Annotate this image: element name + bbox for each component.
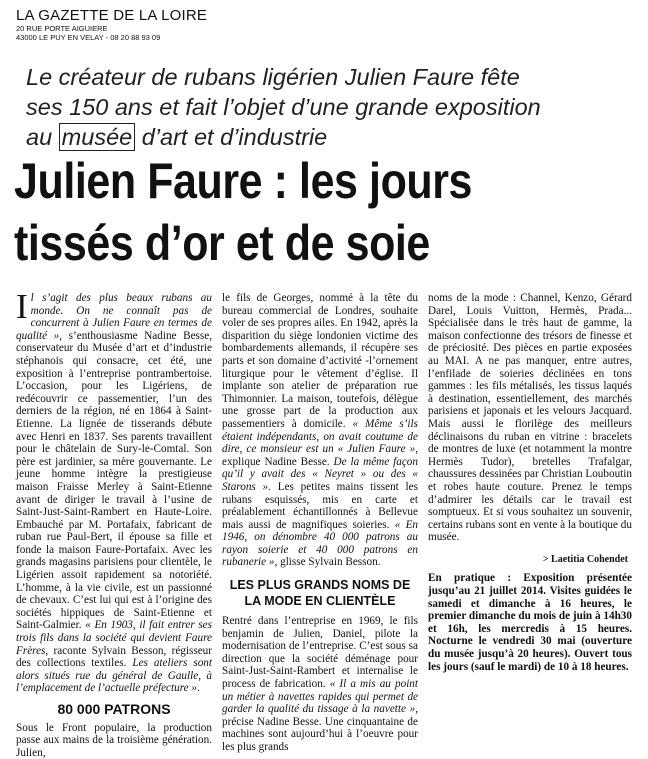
headline-line: Julien Faure : les jours: [14, 153, 473, 209]
publication-name: LA GAZETTE DE LA LOIRE: [16, 7, 208, 24]
quote: « En 1946, on dénombre 40 000 patrons au rayon soierie et 40 000 patrons en rubanerie »: [222, 518, 418, 569]
body-text: Les petites mains tissent les rubans esquissés, mis en carte et préalablement échantillonnés à Bellevue mais aussi de magnifiques soieries.: [222, 480, 418, 531]
body-text: Rentré dans l’entreprise en 1969, le fils benjamin de Julien, Daniel, pilote la modernisation de l’entreprise. C’est sous sa direction que la société déménage pour Saint-Just-Saint-Rambert et internalise le process de fabrication.: [222, 615, 418, 691]
paragraph: Sous le Front populaire, la production passe aux mains de la troisième génération. Julien,: [16, 721, 212, 759]
address-line: 20 RUE PORTE AIGUIERE: [16, 24, 108, 33]
quote: De la même façon qu’il y avait des « Neyret » ou des « Starons ».: [222, 455, 418, 493]
section-subhead: LES PLUS GRANDS NOMS DE LA MODE EN CLIENTÈLE: [229, 578, 411, 609]
quote: Les ateliers sont alors situés rue du général de Gaulle, à l’emplacement de l’actuelle préfecture »: [16, 657, 212, 695]
paragraph: [222, 615, 418, 754]
highlighted-word: musée: [59, 123, 136, 151]
article-column-3: [428, 292, 632, 673]
quote: l s’agit des plus beaux rubans au monde. On ne connaît pas de concurrent à Julien Faure en termes de qualité »,: [16, 292, 212, 342]
deck-suffix: d’art et d’industrie: [135, 124, 328, 150]
paragraph: [222, 292, 418, 569]
body-text: , explique Nadine Besse.: [222, 443, 418, 468]
paragraph: [16, 287, 213, 695]
body-text: s’enthousiasme Nadine Besse, conservateur du Musée d’art et d’industrie stéphanois qui consacre, cet été, une exposition à l’entreprise pontrambertoise. L’occasion, pour les Ligériens, de redécouvrir ce passementier, l’un des derniers de la région, né en 1864 à Saint-Etienne. La lignée de tisserands débute avec Henri en 1837. Ses parents travaillent pour le châtelain de Sury-le-Comtal. Son père est jardinier, sa mère gouvernante. Le jeune homme intègre la prestigieuse maison Fraisse Merley à Saint-Etienne avant de diriger le travail à l’usine de Saint-Just-Saint-Rambert en Haute-Loire. Embauché par M. Portafaix, fabricant de ruban rue Paul-Bert, il épouse sa fille et fonde la maison Faure-Portafaix. Avec les grands magasins parisiens pour clientèle, le Ligérien assoit rapidement sa notoriété. L’homme, à la vie civile, est un passionné de chevaux. C’est lui qui est à l’origine des sociétés hippiques de Saint-Etienne et Saint-Galmier.: [16, 329, 213, 632]
author-byline: > Laetitia Cohendet: [542, 553, 628, 565]
quote: « En 1903, il fait entrer ses trois fils dans la société qui devient Faure Frères,: [16, 619, 212, 657]
body-text: .: [197, 682, 200, 695]
article-deck: [26, 62, 626, 152]
deck-line: Le créateur de rubans ligérien Julien Faure fête: [26, 64, 520, 90]
body-text: , précise Nadine Besse. Une cinquantaine de machines sont aujourd’hui à l’oeuvre pour les plus grands: [222, 703, 418, 753]
drop-cap: I: [16, 287, 28, 326]
article-column-2: [222, 292, 418, 754]
section-subhead: 80 000 PATRONS: [57, 701, 171, 717]
body-text: le fils de Georges, nommé à la tête du bureau commercial de Londres, souhaite voler de ses propres ailes. En 1942, après la disparition du siège londonien victime des bombardements allemands, il récupère ses parts et son domaine d’activité -l’ornement liturgique pour le vêtement d’église. Il implante son atelier de préparation rue Thimonnier. La maison, toutefois, délègue une grosse part de la production aux passementiers à domicile.: [222, 292, 418, 430]
deck-prefix: au: [26, 124, 59, 150]
quote: « Il a mis au point un métier à navettes rapides qui permet de garder la qualité du tissage à la navette »: [222, 678, 418, 716]
headline: [14, 150, 547, 274]
masthead: [16, 8, 207, 42]
deck-line: ses 150 ans et fait l’objet d’une grande exposition: [26, 94, 541, 120]
article-column-1: [16, 287, 213, 759]
address-line-2: 43000 LE PUY EN VELAY - 08 20 88 93 09: [16, 33, 161, 42]
body-text: , glisse Sylvain Besson.: [274, 556, 381, 569]
paragraph: noms de la mode : Channel, Kenzo, Gérard Darel, Louis Vuitton, Hermès, Prada... Spécialisée dans le très haut de gamme, la maison confectionne des trésors de finesse et de préciosité. Des pièces en partie exposées au MAI. A ne pas manquer, entre autres, l’enfilade de soieries déclinées en tons gammes : les fils métalisés, les tissus laqués à destination, essentiellement, des marchés parisiens et japonais et les velours Jacquard. Mais aussi le florilège des meilleurs déclinaisons du ruban en vitrine : bracelets de montres de luxe (et notamment la montre Hermès Tudor), bretelles Trafalgar, chaussures dessinées par Christian Louboutin et robes haute couture. Prenez le temps d’admirer les détails car le travail est somptueux. Et si vous souhaitez un souvenir, certains rubans sont en vente à la boutique du musée.: [428, 292, 632, 544]
quote: « Même s’ils étaient indépendants, on avait coutume de dire, ce monsieur est un « Julien Faure »: [222, 417, 418, 456]
deck-line: [26, 122, 626, 152]
body-text: raconte Sylvain Besson, régisseur des collections textiles.: [16, 644, 212, 670]
headline-line: tissés d’or et de soie: [14, 215, 430, 271]
practical-info: En pratique : Exposition présentée jusqu’au 21 juillet 2014. Visites guidées le samedi et dimanche à 16 heures, le premier dimanche du mois de juin à 14h30 et 16h, les mercredis à 15 heures. Nocturne le vendredi 30 mai (ouverture du musée jusqu’à 20 heures). Ouvert tous les jours (sauf le mardi) de 10 à 18 heures.: [428, 572, 632, 673]
